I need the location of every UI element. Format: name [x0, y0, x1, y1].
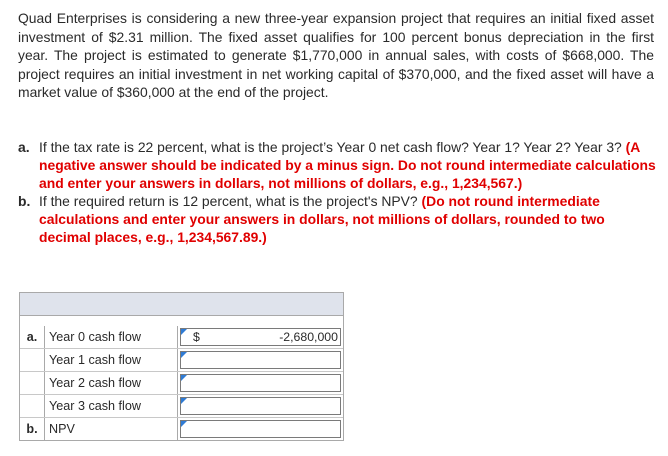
row-label: Year 2 cash flow — [45, 372, 178, 394]
question-a — [18, 138, 658, 192]
row-letter — [20, 349, 45, 371]
answer-row-year0 — [20, 326, 343, 348]
currency-symbol: $ — [193, 330, 200, 344]
problem-statement — [18, 9, 654, 102]
answer-table — [19, 292, 344, 441]
year2-cash-flow-input[interactable] — [180, 374, 341, 392]
answer-row-year3 — [20, 394, 343, 417]
answer-row-year2 — [20, 371, 343, 394]
row-letter — [20, 395, 45, 417]
year3-cash-flow-input[interactable] — [180, 397, 341, 415]
question-text: If the tax rate is 22 percent, what is the project’s Year 0 net cash flow? Year 1? Year 2? Year 3? — [39, 139, 626, 155]
answer-table-spacer — [20, 316, 343, 326]
question-body — [39, 192, 658, 246]
row-label: Year 0 cash flow — [45, 326, 178, 348]
row-input-cell — [178, 326, 343, 348]
question-letter: a. — [18, 139, 30, 155]
answer-row-npv — [20, 417, 343, 440]
row-label: Year 1 cash flow — [45, 349, 178, 371]
row-letter: a. — [20, 326, 45, 348]
question-hint: (A negative answer should be indicated by a minus sign. Do not round intermediate calculations and enter your answers in dollars, not millions of dollars, e.g., 1,234,567.) — [39, 139, 656, 192]
question-body — [39, 138, 658, 192]
row-label: Year 3 cash flow — [45, 395, 178, 417]
row-input-cell — [178, 418, 343, 440]
answer-row-year1 — [20, 348, 343, 371]
question-hint: (Do not round intermediate calculations and enter your answers in dollars, not millions of dollars, rounded to two decimal places, e.g., 1,234,567.89.) — [39, 193, 605, 246]
input-flag-icon — [181, 398, 187, 404]
input-value: -2,680,000 — [279, 330, 338, 344]
input-flag-icon — [181, 352, 187, 358]
question-letter: b. — [18, 193, 31, 210]
problem-text: Quad Enterprises is considering a new three-year expansion project that requires an initial fixed asset investment of $2.31 million. The fixed asset qualifies for 100 percent bonus depreciation in the first year. The project is estimated to generate $1,770,000 in annual sales, with costs of $668,000. The project requires an initial investment in net working capital of $370,000, and the fixed asset will have a market value of $360,000 at the end of the project. — [18, 10, 654, 101]
answer-table-header — [20, 293, 343, 316]
question-b — [18, 192, 658, 246]
row-label: NPV — [45, 418, 178, 440]
row-input-cell — [178, 395, 343, 417]
question-text: If the required return is 12 percent, what is the project's NPV? — [39, 193, 422, 210]
input-flag-icon — [181, 375, 187, 381]
row-input-cell — [178, 372, 343, 394]
input-flag-icon — [181, 421, 187, 427]
question-list — [18, 138, 658, 247]
npv-input[interactable] — [180, 420, 341, 438]
year1-cash-flow-input[interactable] — [180, 351, 341, 369]
input-flag-icon — [181, 329, 187, 335]
row-letter: b. — [20, 418, 45, 440]
row-letter — [20, 372, 45, 394]
row-input-cell — [178, 349, 343, 371]
year0-cash-flow-input[interactable] — [180, 328, 341, 346]
